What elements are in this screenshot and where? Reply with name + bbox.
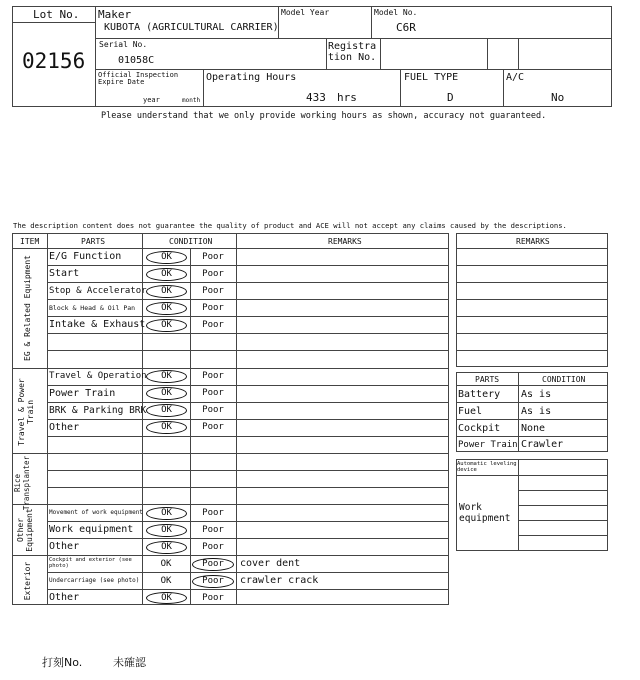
part-start: Start bbox=[49, 268, 80, 279]
hours-note: Please understand that we only provide working hours as shown, accuracy not guaranteed. bbox=[101, 111, 547, 121]
rp-cond-fuel: As is bbox=[521, 406, 552, 417]
col-condition: CONDITION bbox=[169, 237, 213, 246]
condition-ok-selected[interactable]: OK bbox=[146, 541, 187, 554]
condition-poor-selected[interactable]: Poor bbox=[192, 575, 234, 588]
part-exterior-other: Other bbox=[49, 592, 80, 603]
condition-ok-selected[interactable]: OK bbox=[146, 302, 187, 315]
part-intake-exhaust: Intake & Exhaust bbox=[49, 319, 146, 330]
part-cockpit-exterior: Cockpit and exterior (see photo) bbox=[49, 557, 132, 569]
right-remarks-label: REMARKS bbox=[516, 237, 550, 246]
remark-crawler-crack: crawler crack bbox=[240, 575, 319, 586]
condition-poor[interactable]: Poor bbox=[202, 388, 224, 398]
condition-poor[interactable]: Poor bbox=[202, 422, 224, 432]
ac-value: No bbox=[551, 91, 565, 104]
condition-ok-selected[interactable]: OK bbox=[146, 387, 187, 400]
condition-poor[interactable]: Poor bbox=[202, 252, 224, 262]
maker-value: KUBOTA (AGRICULTURAL CARRIER) bbox=[104, 22, 279, 33]
rp-part-battery: Battery bbox=[458, 389, 501, 400]
condition-ok-selected[interactable]: OK bbox=[146, 507, 187, 520]
condition-poor[interactable]: Poor bbox=[202, 371, 224, 381]
part-eg-function: E/G Function bbox=[49, 251, 122, 262]
auto-level-label: Automatic leveling device bbox=[457, 461, 517, 473]
hours-value: 433 bbox=[306, 91, 326, 104]
col-parts: PARTS bbox=[81, 237, 106, 246]
ac-label: A/C bbox=[506, 72, 525, 83]
part-work-equipment: Work equipment bbox=[49, 524, 134, 535]
work-equipment-label: Work equipment bbox=[459, 502, 511, 524]
description-note: The description content does not guarantee the quality of product and ACE will not accept any claims caused by the descriptions. bbox=[13, 221, 567, 230]
stamp-value: 未確認 bbox=[113, 656, 146, 669]
condition-poor[interactable]: Poor bbox=[202, 269, 224, 279]
condition-ok-selected[interactable]: OK bbox=[146, 268, 187, 281]
condition-ok-selected[interactable]: OK bbox=[146, 524, 187, 537]
part-movement-work: Movement of work equipment bbox=[49, 509, 143, 516]
condition-poor[interactable]: Poor bbox=[202, 320, 224, 330]
model-no-value: C6R bbox=[396, 21, 416, 34]
condition-poor[interactable]: Poor bbox=[202, 593, 224, 603]
rp-part-fuel: Fuel bbox=[458, 406, 483, 417]
condition-ok-selected[interactable]: OK bbox=[146, 251, 187, 264]
part-brk-parking: BRK & Parking BRK bbox=[49, 405, 147, 416]
rp-parts-label: PARTS bbox=[475, 375, 500, 384]
serial-value: 01058C bbox=[118, 55, 155, 66]
rp-cond-battery: As is bbox=[521, 389, 552, 400]
lot-label: Lot No. bbox=[33, 8, 80, 21]
condition-ok-selected[interactable]: OK bbox=[146, 421, 187, 434]
serial-label: Serial No. bbox=[99, 40, 148, 49]
rp-part-cockpit: Cockpit bbox=[458, 423, 501, 434]
fuel-label: FUEL TYPE bbox=[404, 72, 459, 83]
rp-part-power-train: Power Train bbox=[458, 440, 518, 450]
section-eg: EG & Related Equipment bbox=[23, 255, 32, 361]
part-power-train: Power Train bbox=[49, 388, 116, 399]
part-travel-operation: Travel & Operation bbox=[49, 371, 147, 381]
part-undercarriage: Undercarriage (see photo) bbox=[49, 577, 140, 584]
part-other-eq-other: Other bbox=[49, 541, 80, 552]
condition-poor[interactable]: Poor bbox=[202, 303, 224, 313]
remark-cover-dent: cover dent bbox=[240, 558, 301, 569]
part-stop-accel: Stop & Accelerator bbox=[49, 286, 147, 296]
section-rice: Rice Transplanter bbox=[13, 455, 31, 511]
condition-ok-selected[interactable]: OK bbox=[146, 592, 187, 604]
rp-condition-label: CONDITION bbox=[542, 375, 586, 384]
condition-poor[interactable]: Poor bbox=[202, 286, 224, 296]
section-exterior: Exterior bbox=[23, 561, 32, 601]
hours-unit: hrs bbox=[337, 91, 357, 104]
condition-poor-selected[interactable]: Poor bbox=[192, 558, 234, 571]
month-label: month bbox=[182, 97, 201, 104]
condition-poor[interactable]: Poor bbox=[202, 542, 224, 552]
condition-ok-selected[interactable]: OK bbox=[146, 404, 187, 417]
condition-ok-selected[interactable]: OK bbox=[146, 285, 187, 298]
stamp-label: 打刻No. bbox=[42, 656, 83, 669]
maker-label: Maker bbox=[98, 8, 132, 21]
registration-label: Registration No. bbox=[328, 41, 377, 63]
model-no-label: Model No. bbox=[374, 8, 418, 17]
condition-ok[interactable]: OK bbox=[160, 576, 172, 586]
rp-cond-cockpit: None bbox=[521, 423, 546, 434]
part-travel-other: Other bbox=[49, 422, 80, 433]
section-travel: Travel & Power Train bbox=[17, 378, 35, 446]
col-remarks: REMARKS bbox=[328, 237, 362, 246]
year-label: year bbox=[143, 96, 160, 104]
section-other-eq: Other Equipment bbox=[16, 508, 34, 552]
hours-label: Operating Hours bbox=[206, 72, 297, 83]
lot-value: 02156 bbox=[22, 49, 86, 73]
right-remarks-box bbox=[456, 233, 608, 367]
condition-poor[interactable]: Poor bbox=[202, 508, 224, 518]
inspection-label: Official Inspection Expire Date bbox=[98, 71, 179, 86]
fuel-value: D bbox=[447, 91, 454, 104]
model-year-label: Model Year bbox=[281, 8, 330, 17]
part-block-head: Block & Head & Oil Pan bbox=[49, 304, 136, 312]
condition-poor[interactable]: Poor bbox=[202, 405, 224, 415]
rp-cond-power-train: Crawler bbox=[521, 439, 564, 450]
condition-ok[interactable]: OK bbox=[160, 559, 172, 569]
condition-ok-selected[interactable]: OK bbox=[146, 319, 187, 332]
condition-poor[interactable]: Poor bbox=[202, 525, 224, 535]
condition-ok-selected[interactable]: OK bbox=[146, 370, 187, 383]
col-item: ITEM bbox=[20, 237, 40, 246]
